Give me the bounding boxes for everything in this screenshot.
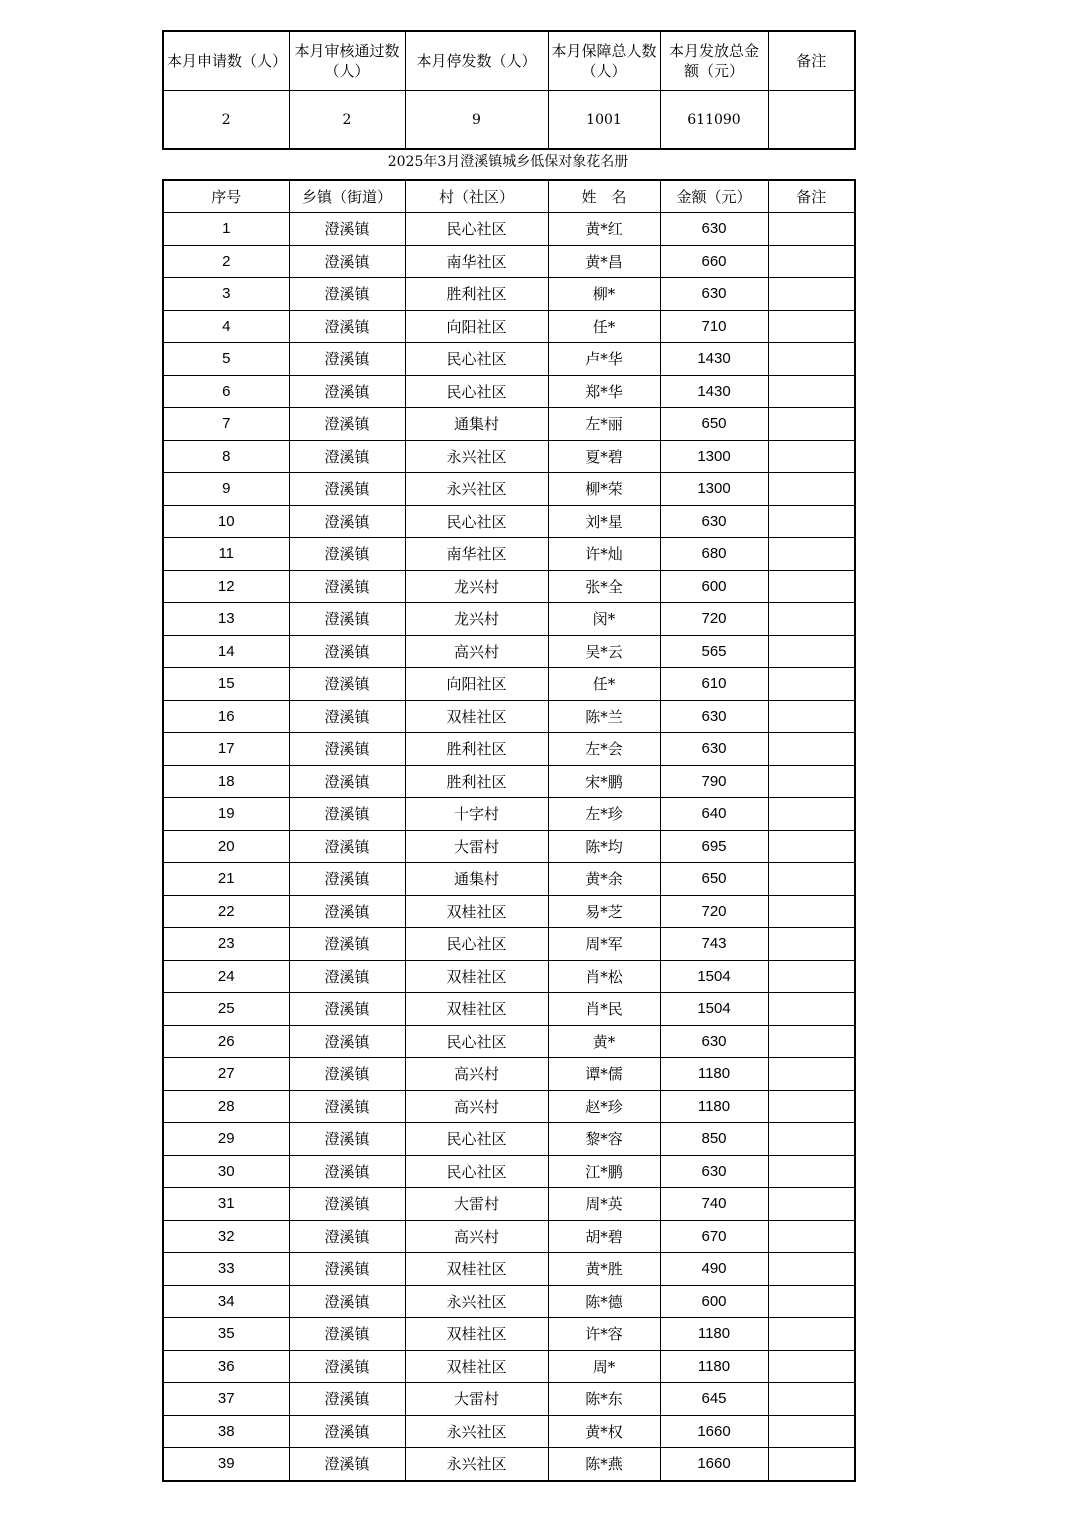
row-name: 黄*胜 — [548, 1253, 660, 1286]
row-remarks — [768, 863, 855, 896]
row-remarks — [768, 1090, 855, 1123]
row-village: 高兴村 — [405, 1220, 548, 1253]
table-row — [163, 278, 855, 311]
table-row — [163, 1025, 855, 1058]
row-index: 19 — [163, 798, 289, 831]
row-remarks — [768, 960, 855, 993]
row-name: 陈*德 — [548, 1285, 660, 1318]
table-row — [163, 375, 855, 408]
row-amount: 1180 — [660, 1318, 768, 1351]
row-name: 陈*东 — [548, 1383, 660, 1416]
row-index: 7 — [163, 408, 289, 441]
row-index: 21 — [163, 863, 289, 896]
row-remarks — [768, 798, 855, 831]
row-amount: 710 — [660, 310, 768, 343]
row-index: 17 — [163, 733, 289, 766]
row-amount: 630 — [660, 213, 768, 246]
row-name: 卢*华 — [548, 343, 660, 376]
row-remarks — [768, 603, 855, 636]
table-row — [163, 570, 855, 603]
row-amount: 1180 — [660, 1350, 768, 1383]
table-row — [163, 895, 855, 928]
row-amount: 1180 — [660, 1090, 768, 1123]
row-town: 澄溪镇 — [289, 1058, 405, 1091]
row-name: 宋*鹏 — [548, 765, 660, 798]
table-row — [163, 343, 855, 376]
row-town: 澄溪镇 — [289, 1318, 405, 1351]
row-village: 胜利社区 — [405, 733, 548, 766]
row-village: 高兴村 — [405, 635, 548, 668]
row-village: 胜利社区 — [405, 765, 548, 798]
row-amount: 490 — [660, 1253, 768, 1286]
row-index: 1 — [163, 213, 289, 246]
row-name: 陈*燕 — [548, 1448, 660, 1481]
summary-value-row — [163, 91, 855, 150]
row-village: 民心社区 — [405, 343, 548, 376]
table-row — [163, 1383, 855, 1416]
row-name: 陈*均 — [548, 830, 660, 863]
row-town: 澄溪镇 — [289, 1253, 405, 1286]
row-index: 15 — [163, 668, 289, 701]
row-index: 18 — [163, 765, 289, 798]
table-row — [163, 213, 855, 246]
row-amount: 720 — [660, 603, 768, 636]
row-index: 34 — [163, 1285, 289, 1318]
row-village: 民心社区 — [405, 1155, 548, 1188]
summary-value-total-amount: 611090 — [660, 91, 768, 150]
row-remarks — [768, 440, 855, 473]
roster-header-name: 姓 名 — [548, 180, 660, 213]
table-row — [163, 538, 855, 571]
row-amount: 630 — [660, 505, 768, 538]
roster-title: 2025年3月澄溪镇城乡低保对象花名册 — [387, 154, 629, 170]
row-village: 双桂社区 — [405, 1350, 548, 1383]
row-amount: 630 — [660, 278, 768, 311]
table-row — [163, 668, 855, 701]
summary-header-applications: 本月申请数（人） — [163, 31, 289, 91]
table-row — [163, 603, 855, 636]
row-town: 澄溪镇 — [289, 1188, 405, 1221]
row-name: 郑*华 — [548, 375, 660, 408]
row-village: 民心社区 — [405, 505, 548, 538]
row-amount: 640 — [660, 798, 768, 831]
row-remarks — [768, 1220, 855, 1253]
roster-table — [162, 179, 856, 1482]
row-name: 黄* — [548, 1025, 660, 1058]
row-town: 澄溪镇 — [289, 1123, 405, 1156]
summary-header-row — [163, 31, 855, 91]
table-row — [163, 245, 855, 278]
table-row — [163, 1253, 855, 1286]
row-town: 澄溪镇 — [289, 928, 405, 961]
summary-header-approved: 本月审核通过数（人） — [289, 31, 405, 91]
row-amount: 670 — [660, 1220, 768, 1253]
row-town: 澄溪镇 — [289, 1285, 405, 1318]
row-village: 十字村 — [405, 798, 548, 831]
summary-header-total-people: 本月保障总人数（人） — [548, 31, 660, 91]
roster-header-village: 村（社区） — [405, 180, 548, 213]
row-village: 大雷村 — [405, 1188, 548, 1221]
row-amount: 1430 — [660, 375, 768, 408]
row-remarks — [768, 213, 855, 246]
row-name: 周*军 — [548, 928, 660, 961]
row-remarks — [768, 1123, 855, 1156]
row-village: 向阳社区 — [405, 668, 548, 701]
row-index: 30 — [163, 1155, 289, 1188]
table-row — [163, 635, 855, 668]
row-amount: 610 — [660, 668, 768, 701]
row-town: 澄溪镇 — [289, 343, 405, 376]
summary-value-remarks — [768, 91, 855, 150]
row-name: 易*芝 — [548, 895, 660, 928]
row-index: 39 — [163, 1448, 289, 1481]
row-name: 柳* — [548, 278, 660, 311]
row-town: 澄溪镇 — [289, 668, 405, 701]
summary-value-approved: 2 — [289, 91, 405, 150]
row-remarks — [768, 570, 855, 603]
row-town: 澄溪镇 — [289, 1415, 405, 1448]
row-name: 左*会 — [548, 733, 660, 766]
roster-header-amount: 金额（元） — [660, 180, 768, 213]
row-town: 澄溪镇 — [289, 635, 405, 668]
row-name: 赵*珍 — [548, 1090, 660, 1123]
row-remarks — [768, 733, 855, 766]
row-name: 黄*昌 — [548, 245, 660, 278]
row-village: 南华社区 — [405, 245, 548, 278]
table-row — [163, 700, 855, 733]
row-index: 16 — [163, 700, 289, 733]
row-town: 澄溪镇 — [289, 1383, 405, 1416]
row-town: 澄溪镇 — [289, 310, 405, 343]
table-row — [163, 1415, 855, 1448]
row-amount: 720 — [660, 895, 768, 928]
row-town: 澄溪镇 — [289, 765, 405, 798]
row-name: 吴*云 — [548, 635, 660, 668]
row-name: 黄*红 — [548, 213, 660, 246]
row-amount: 743 — [660, 928, 768, 961]
row-town: 澄溪镇 — [289, 538, 405, 571]
row-remarks — [768, 1448, 855, 1481]
row-town: 澄溪镇 — [289, 1025, 405, 1058]
row-remarks — [768, 668, 855, 701]
row-village: 永兴社区 — [405, 1285, 548, 1318]
row-village: 双桂社区 — [405, 960, 548, 993]
row-village: 永兴社区 — [405, 440, 548, 473]
row-name: 黄*余 — [548, 863, 660, 896]
table-row — [163, 733, 855, 766]
table-row — [163, 1285, 855, 1318]
row-town: 澄溪镇 — [289, 733, 405, 766]
row-index: 8 — [163, 440, 289, 473]
row-town: 澄溪镇 — [289, 278, 405, 311]
row-index: 9 — [163, 473, 289, 506]
row-village: 高兴村 — [405, 1058, 548, 1091]
row-amount: 1660 — [660, 1448, 768, 1481]
row-amount: 650 — [660, 863, 768, 896]
row-village: 双桂社区 — [405, 993, 548, 1026]
row-town: 澄溪镇 — [289, 570, 405, 603]
roster-header-row — [163, 180, 855, 213]
table-row — [163, 1155, 855, 1188]
row-town: 澄溪镇 — [289, 603, 405, 636]
summary-value-suspended: 9 — [405, 91, 548, 150]
row-index: 14 — [163, 635, 289, 668]
row-remarks — [768, 1188, 855, 1221]
row-index: 3 — [163, 278, 289, 311]
row-index: 35 — [163, 1318, 289, 1351]
table-row — [163, 830, 855, 863]
row-amount: 630 — [660, 733, 768, 766]
row-name: 许*灿 — [548, 538, 660, 571]
row-index: 2 — [163, 245, 289, 278]
row-town: 澄溪镇 — [289, 1155, 405, 1188]
row-town: 澄溪镇 — [289, 798, 405, 831]
row-village: 民心社区 — [405, 213, 548, 246]
row-village: 高兴村 — [405, 1090, 548, 1123]
row-village: 胜利社区 — [405, 278, 548, 311]
row-village: 永兴社区 — [405, 1415, 548, 1448]
row-amount: 600 — [660, 1285, 768, 1318]
row-index: 27 — [163, 1058, 289, 1091]
row-name: 肖*松 — [548, 960, 660, 993]
table-row — [163, 1123, 855, 1156]
table-row — [163, 408, 855, 441]
row-town: 澄溪镇 — [289, 1350, 405, 1383]
row-remarks — [768, 830, 855, 863]
row-index: 28 — [163, 1090, 289, 1123]
row-town: 澄溪镇 — [289, 375, 405, 408]
row-amount: 1504 — [660, 960, 768, 993]
row-town: 澄溪镇 — [289, 245, 405, 278]
row-index: 10 — [163, 505, 289, 538]
row-remarks — [768, 538, 855, 571]
row-index: 23 — [163, 928, 289, 961]
row-index: 11 — [163, 538, 289, 571]
table-row — [163, 863, 855, 896]
row-name: 刘*星 — [548, 505, 660, 538]
roster-header-town: 乡镇（街道） — [289, 180, 405, 213]
summary-value-applications: 2 — [163, 91, 289, 150]
row-remarks — [768, 895, 855, 928]
row-remarks — [768, 245, 855, 278]
table-row — [163, 1448, 855, 1481]
row-village: 民心社区 — [405, 375, 548, 408]
row-name: 闵* — [548, 603, 660, 636]
row-index: 31 — [163, 1188, 289, 1221]
row-town: 澄溪镇 — [289, 213, 405, 246]
row-index: 5 — [163, 343, 289, 376]
row-town: 澄溪镇 — [289, 473, 405, 506]
row-village: 永兴社区 — [405, 473, 548, 506]
row-index: 32 — [163, 1220, 289, 1253]
row-remarks — [768, 343, 855, 376]
roster-header-index: 序号 — [163, 180, 289, 213]
roster-body — [163, 213, 855, 1481]
row-remarks — [768, 700, 855, 733]
row-village: 永兴社区 — [405, 1448, 548, 1481]
row-name: 谭*儒 — [548, 1058, 660, 1091]
row-town: 澄溪镇 — [289, 505, 405, 538]
row-remarks — [768, 928, 855, 961]
row-name: 周* — [548, 1350, 660, 1383]
row-village: 龙兴村 — [405, 570, 548, 603]
row-village: 通集村 — [405, 863, 548, 896]
row-index: 38 — [163, 1415, 289, 1448]
row-name: 周*英 — [548, 1188, 660, 1221]
table-row — [163, 1188, 855, 1221]
row-amount: 630 — [660, 1025, 768, 1058]
row-index: 29 — [163, 1123, 289, 1156]
row-town: 澄溪镇 — [289, 440, 405, 473]
table-row — [163, 1090, 855, 1123]
row-index: 20 — [163, 830, 289, 863]
row-index: 26 — [163, 1025, 289, 1058]
row-remarks — [768, 408, 855, 441]
row-name: 黎*容 — [548, 1123, 660, 1156]
row-amount: 1300 — [660, 473, 768, 506]
roster-header-remarks: 备注 — [768, 180, 855, 213]
table-row — [163, 765, 855, 798]
row-name: 许*容 — [548, 1318, 660, 1351]
row-remarks — [768, 310, 855, 343]
row-remarks — [768, 1318, 855, 1351]
row-remarks — [768, 1025, 855, 1058]
row-village: 南华社区 — [405, 538, 548, 571]
table-row — [163, 505, 855, 538]
row-name: 柳*荣 — [548, 473, 660, 506]
row-amount: 645 — [660, 1383, 768, 1416]
row-amount: 695 — [660, 830, 768, 863]
row-name: 黄*权 — [548, 1415, 660, 1448]
row-remarks — [768, 1253, 855, 1286]
table-row — [163, 1220, 855, 1253]
row-town: 澄溪镇 — [289, 993, 405, 1026]
table-row — [163, 960, 855, 993]
row-name: 江*鹏 — [548, 1155, 660, 1188]
table-row — [163, 798, 855, 831]
row-amount: 630 — [660, 1155, 768, 1188]
row-village: 龙兴村 — [405, 603, 548, 636]
row-remarks — [768, 993, 855, 1026]
row-remarks — [768, 765, 855, 798]
table-row — [163, 473, 855, 506]
row-remarks — [768, 375, 855, 408]
row-index: 4 — [163, 310, 289, 343]
row-town: 澄溪镇 — [289, 1090, 405, 1123]
row-town: 澄溪镇 — [289, 1220, 405, 1253]
row-town: 澄溪镇 — [289, 700, 405, 733]
row-town: 澄溪镇 — [289, 408, 405, 441]
row-amount: 1660 — [660, 1415, 768, 1448]
row-amount: 790 — [660, 765, 768, 798]
row-remarks — [768, 1155, 855, 1188]
row-index: 12 — [163, 570, 289, 603]
row-name: 左*丽 — [548, 408, 660, 441]
table-row — [163, 1058, 855, 1091]
summary-header-remarks: 备注 — [768, 31, 855, 91]
row-village: 双桂社区 — [405, 1318, 548, 1351]
row-remarks — [768, 473, 855, 506]
row-remarks — [768, 1058, 855, 1091]
row-remarks — [768, 1383, 855, 1416]
row-amount: 850 — [660, 1123, 768, 1156]
row-amount: 740 — [660, 1188, 768, 1221]
row-index: 25 — [163, 993, 289, 1026]
row-amount: 1430 — [660, 343, 768, 376]
row-amount: 1300 — [660, 440, 768, 473]
row-amount: 1180 — [660, 1058, 768, 1091]
table-row — [163, 310, 855, 343]
row-remarks — [768, 1285, 855, 1318]
row-amount: 650 — [660, 408, 768, 441]
row-village: 大雷村 — [405, 1383, 548, 1416]
row-name: 任* — [548, 668, 660, 701]
row-village: 双桂社区 — [405, 895, 548, 928]
row-amount: 630 — [660, 700, 768, 733]
row-town: 澄溪镇 — [289, 960, 405, 993]
row-amount: 660 — [660, 245, 768, 278]
row-name: 胡*碧 — [548, 1220, 660, 1253]
row-index: 22 — [163, 895, 289, 928]
summary-table — [162, 30, 856, 150]
table-row — [163, 928, 855, 961]
row-town: 澄溪镇 — [289, 895, 405, 928]
row-town: 澄溪镇 — [289, 863, 405, 896]
row-name: 陈*兰 — [548, 700, 660, 733]
row-town: 澄溪镇 — [289, 1448, 405, 1481]
row-index: 37 — [163, 1383, 289, 1416]
row-remarks — [768, 278, 855, 311]
row-index: 13 — [163, 603, 289, 636]
row-village: 民心社区 — [405, 1123, 548, 1156]
row-amount: 565 — [660, 635, 768, 668]
row-remarks — [768, 635, 855, 668]
row-remarks — [768, 505, 855, 538]
table-row — [163, 1350, 855, 1383]
row-index: 36 — [163, 1350, 289, 1383]
table-row — [163, 1318, 855, 1351]
row-remarks — [768, 1415, 855, 1448]
row-name: 左*珍 — [548, 798, 660, 831]
row-name: 夏*碧 — [548, 440, 660, 473]
row-village: 通集村 — [405, 408, 548, 441]
row-village: 民心社区 — [405, 1025, 548, 1058]
row-village: 向阳社区 — [405, 310, 548, 343]
row-index: 6 — [163, 375, 289, 408]
row-amount: 680 — [660, 538, 768, 571]
row-index: 33 — [163, 1253, 289, 1286]
row-amount: 600 — [660, 570, 768, 603]
table-row — [163, 993, 855, 1026]
row-remarks — [768, 1350, 855, 1383]
summary-value-total-people: 1001 — [548, 91, 660, 150]
row-village: 双桂社区 — [405, 700, 548, 733]
summary-header-suspended: 本月停发数（人） — [405, 31, 548, 91]
row-name: 任* — [548, 310, 660, 343]
row-village: 大雷村 — [405, 830, 548, 863]
row-village: 民心社区 — [405, 928, 548, 961]
row-index: 24 — [163, 960, 289, 993]
row-name: 肖*民 — [548, 993, 660, 1026]
row-amount: 1504 — [660, 993, 768, 1026]
row-name: 张*全 — [548, 570, 660, 603]
row-town: 澄溪镇 — [289, 830, 405, 863]
summary-header-total-amount: 本月发放总金额（元） — [660, 31, 768, 91]
table-row — [163, 440, 855, 473]
row-village: 双桂社区 — [405, 1253, 548, 1286]
